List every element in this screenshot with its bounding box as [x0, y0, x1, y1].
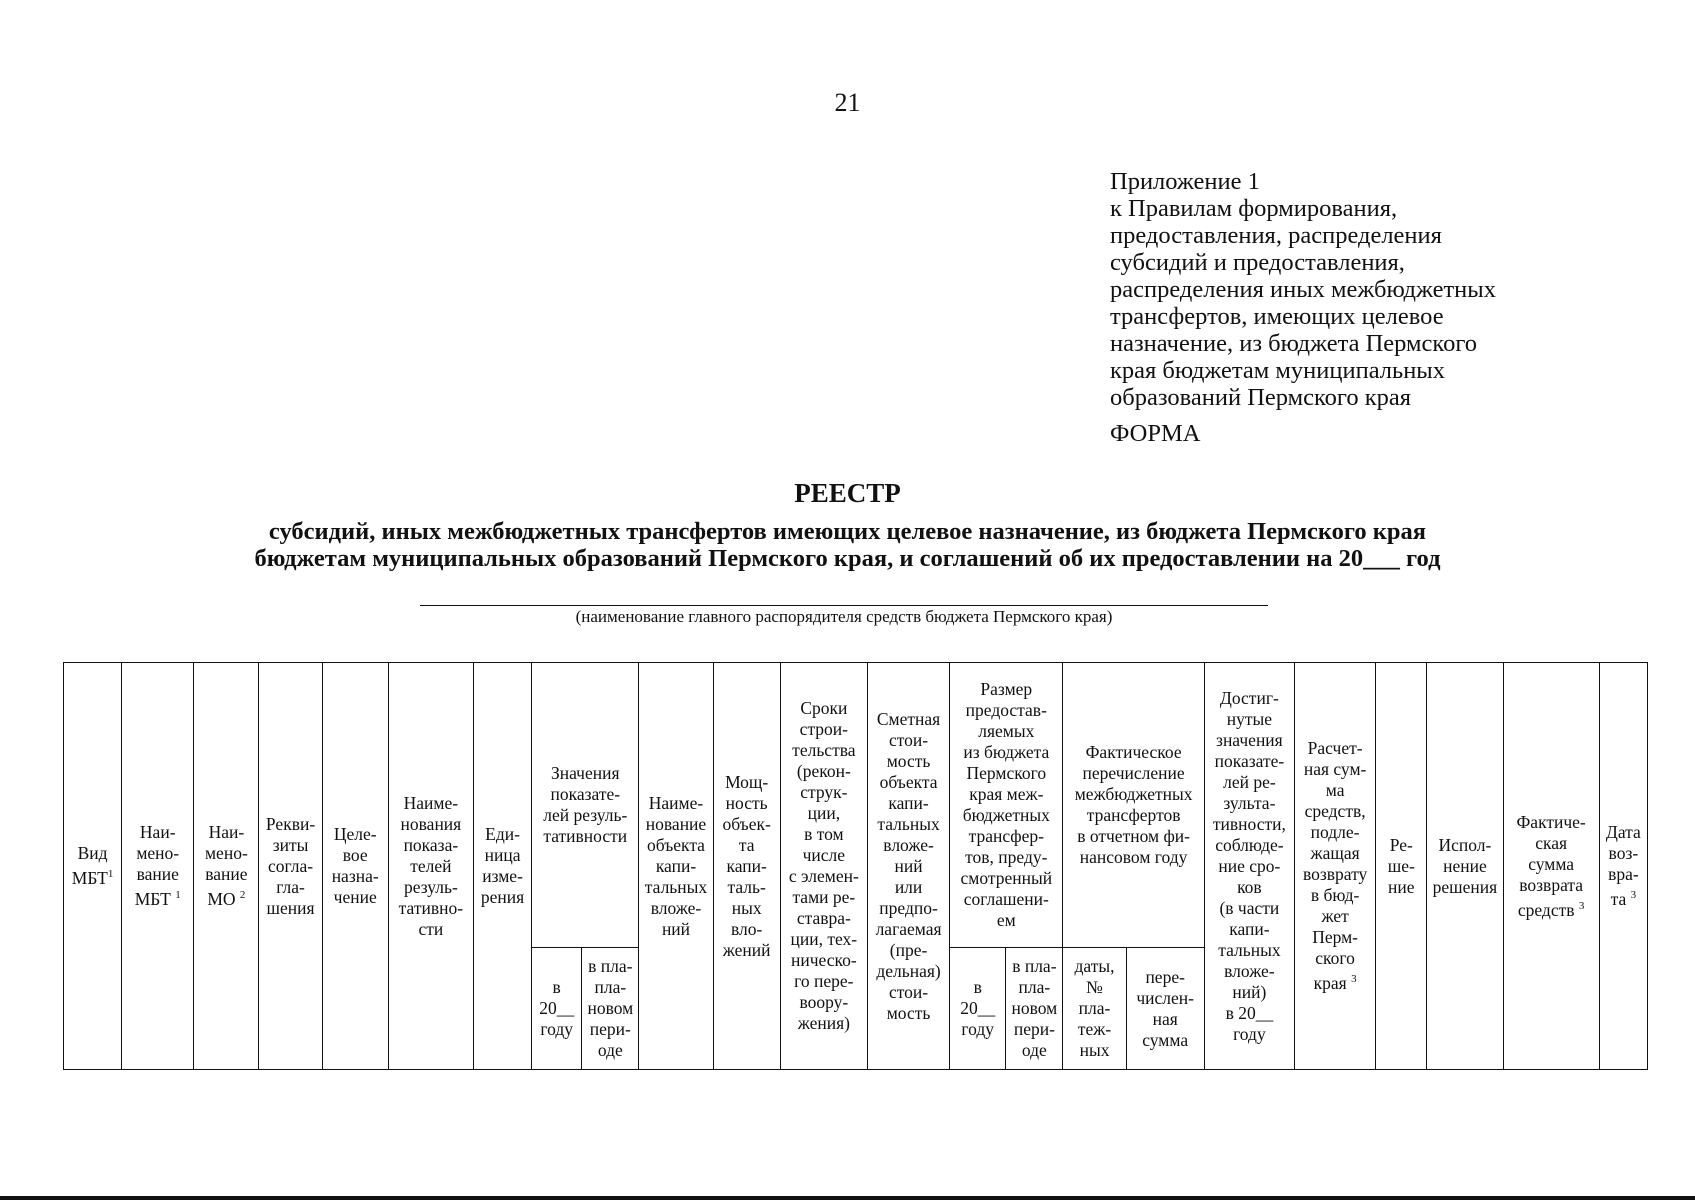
appendix-line: субсидий и предоставления, [1110, 249, 1405, 276]
footnote-mark: 3 [1578, 899, 1585, 912]
header-purpose: Целе- вое назна- чение [322, 663, 388, 1070]
footnote-mark: 2 [239, 889, 246, 902]
header-refund-date [1599, 663, 1647, 1070]
appendix-line: назначение, из бюджета Пермского [1110, 330, 1478, 357]
scan-edge-line [0, 1196, 1695, 1200]
header-name-mbt-text: Наи- мено- вание МБТ [134, 822, 180, 909]
header-payment-docs: даты, № пла- теж- ных [1063, 948, 1126, 1070]
form-label: ФОРМА [1110, 420, 1201, 447]
header-refund-date-text: Дата воз- вра- та [1605, 822, 1641, 909]
appendix-line: Приложение 1 [1110, 168, 1260, 195]
header-refund-calc-text: Расчет- ная сум- ма средств, подле- жащая возврату в бюд- жет Перм- ского края [1302, 738, 1368, 993]
registry-table [63, 662, 1648, 1070]
document-subtitle [40, 518, 1655, 572]
appendix-line: распределения иных межбюджетных [1110, 276, 1497, 303]
header-object-name: Наиме- нование объекта капи- тальных вложе- ний [639, 663, 713, 1070]
footnote-mark: 1 [107, 868, 114, 881]
page-number: 21 [834, 88, 861, 117]
header-indicator-names: Наиме- нования показа- телей резуль- тативно- сти [388, 663, 473, 1070]
header-refund-calc [1295, 663, 1376, 1070]
footnote-mark: 1 [175, 889, 181, 902]
header-decision-execution: Испол- нение решения [1427, 663, 1503, 1070]
header-achieved-values: Достиг- нутые значения показате- лей ре- зульта- тивности, соблюде- ние сро- ков (в части капи- тальных вложе- ний) в 20__ году [1204, 663, 1294, 1070]
header-indicator-current-year: в 20__ году [532, 948, 582, 1070]
header-actual-refund-text: Фактиче- ская сумма возврата средств [1516, 811, 1586, 920]
header-actual-refund [1503, 663, 1599, 1070]
header-name-mo [194, 663, 259, 1070]
header-agreement-details: Рекви- зиты согла- гла- шения [259, 663, 322, 1070]
appendix-line: образований Пермского края [1110, 384, 1412, 411]
header-construction-period: Сроки строи- тельства (рекон- струк- ции, в том числе с элемен- тами ре- ставра- ции, тех- ническо- го пере- воору- жения) [780, 663, 867, 1070]
subtitle-line-2: бюджетам муниципальных образований Пермского края, и соглашений об их предоставлении на 20___ год [254, 545, 1441, 572]
header-vid-mbt-text: Вид МБТ [71, 843, 108, 888]
header-actual-transfer: Фактическое перечисление межбюджетных трансфертов в отчетном фи- нансовом году [1063, 663, 1204, 948]
header-estimated-cost: Сметная стои- мость объекта капи- тальных вложе- ний или предпо- лагаемая (пре- дельная) стои- мость [867, 663, 949, 1070]
header-transfer-current-year: в 20__ году [950, 948, 1006, 1070]
blank-fill-caption: (наименование главного распорядителя средств бюджета Пермского края) [575, 607, 1113, 626]
header-indicator-planned-period: в пла- пла- новом пери- оде [582, 948, 639, 1070]
blank-fill-line [420, 605, 1268, 606]
appendix-line: трансфертов, имеющих целевое [1110, 303, 1444, 330]
header-object-capacity: Мощ- ность объек- та капи- таль- ных вло- жений [713, 663, 780, 1070]
footnote-mark: 3 [1630, 889, 1637, 902]
header-unit: Еди- ница изме- рения [473, 663, 531, 1070]
header-name-mbt [122, 663, 194, 1070]
appendix-line: к Правилам формирования, [1110, 195, 1398, 222]
header-indicator-values: Значения показате- лей резуль- тативности [532, 663, 639, 948]
header-transfer-amount: Размер предостав- ляемых из бюджета Пермского края меж- бюджетных трансфер- тов, преду- смотренный соглашени- ем [950, 663, 1063, 948]
header-decision: Ре- ше- ние [1376, 663, 1427, 1070]
appendix-line: края бюджетам муниципальных [1110, 357, 1446, 384]
document-title: РЕЕСТР [794, 478, 901, 508]
appendix-line: предоставления, распределения [1110, 222, 1442, 249]
footnote-mark: 3 [1351, 973, 1357, 986]
header-transferred-amount: пере- числен- ная сумма [1126, 948, 1204, 1070]
header-vid-mbt [64, 663, 122, 1070]
subtitle-line-1: субсидий, иных межбюджетных трансфертов имеющих целевое назначение, из бюджета Пермского края [268, 518, 1427, 545]
appendix-block [1110, 168, 1590, 411]
header-transfer-planned-period: в пла- пла- новом пери- оде [1006, 948, 1063, 1070]
header-name-mo-text: Наи- мено- вание МО [204, 822, 248, 909]
